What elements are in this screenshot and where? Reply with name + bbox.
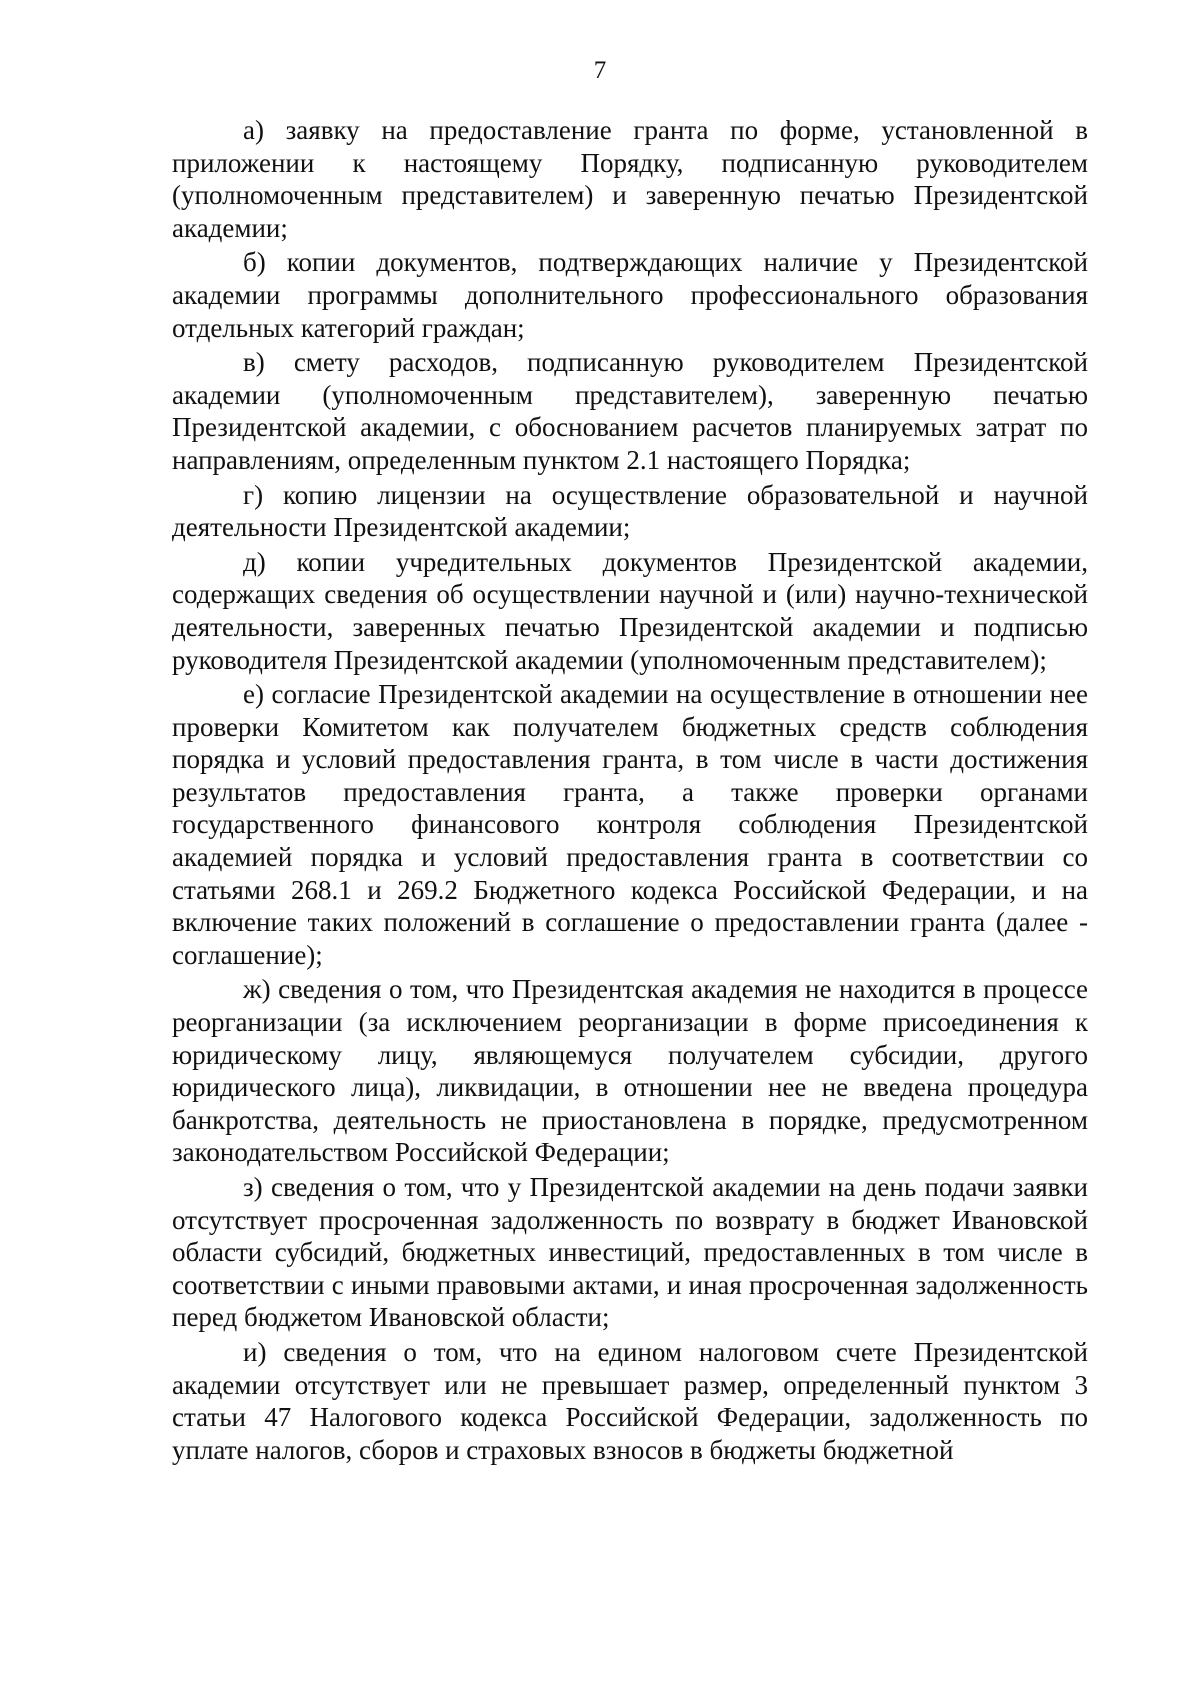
paragraph-g: г) копию лицензии на осуществление образовательной и научной деятельности Президентской академии; xyxy=(172,479,1088,543)
paragraph-e: е) согласие Президентской академии на осуществление в отношении нее проверки Комитетом как получателем бюджетных средств соблюдения порядка и условий предоставления гранта, в том числе в части достижения результатов предоставления гранта, а также проверки органами государственного финансового контроля соблюдения Президентской академией порядка и условий предоставления гранта в соответствии со статьями 268.1 и 269.2 Бюджетного кодекса Российской Федерации, и на включение таких положений в соглашение о предоставлении гранта (далее - соглашение); xyxy=(172,679,1088,970)
paragraph-b: б) копии документов, подтверждающих наличие у Президентской академии программы дополнительного профессионального образования отдельных категорий граждан; xyxy=(172,247,1088,343)
paragraph-zh: ж) сведения о том, что Президентская академия не находится в процессе реорганизации (за исключением реорганизации в форме присоединения к юридическому лицу, являющемуся получателем субсидии, другого юридического лица), ликвидации, в отношении нее не введена процедура банкротства, деятельность не приостановлена в порядке, предусмотренном законодательством Российской Федерации; xyxy=(172,974,1088,1168)
paragraph-v: в) смету расходов, подписанную руководителем Президентской академии (уполномоченным представителем), заверенную печатью Президентской академии, с обоснованием расчетов планируемых затрат по направлениям, определенным пунктом 2.1 настоящего Порядка; xyxy=(172,347,1088,475)
paragraph-d: д) копии учредительных документов Президентской академии, содержащих сведения об осуществлении научной и (или) научно-технической деятельности, заверенных печатью Президентской академии и подписью руководителя Президентской академии (уполномоченным представителем); xyxy=(172,546,1088,675)
paragraph-z: з) сведения о том, что у Президентской академии на день подачи заявки отсутствует просроченная задолженность по возврату в бюджет Ивановской области субсидий, бюджетных инвестиций, предоставленных в том числе в соответствии с иными правовыми актами, и иная просроченная задолженность перед бюджетом Ивановской области; xyxy=(172,1172,1088,1333)
paragraph-i: и) сведения о том, что на едином налоговом счете Президентской академии отсутствует или не превышает размер, определенный пунктом 3 статьи 47 Налогового кодекса Российской Федерации, задолженность по уплате налогов, сборов и страховых взносов в бюджеты бюджетной xyxy=(172,1336,1088,1465)
paragraph-a: а) заявку на предоставление гранта по форме, установленной в приложении к настоящему Порядку, подписанную руководителем (уполномоченным представителем) и заверенную печатью Президентской академии; xyxy=(172,115,1088,243)
page-number: 7 xyxy=(593,57,607,84)
document-body xyxy=(172,114,1088,1468)
